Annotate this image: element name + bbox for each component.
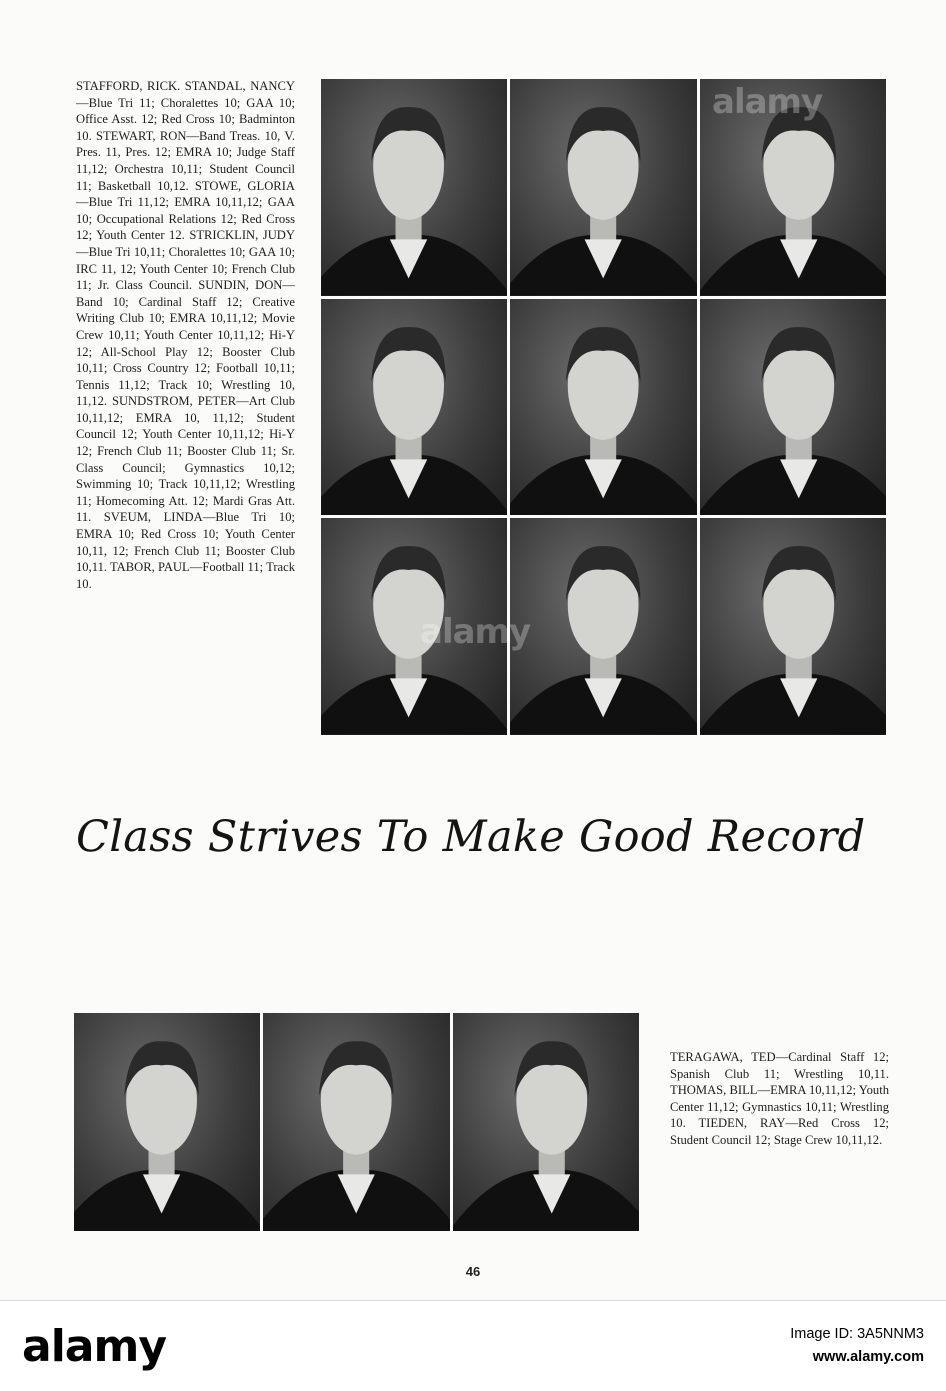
portrait-silhouette xyxy=(263,1013,449,1231)
portrait-row xyxy=(74,1013,639,1231)
headline: Class Strives To Make Good Record xyxy=(76,812,866,862)
portrait-photo xyxy=(453,1013,639,1231)
portrait-photo xyxy=(321,79,507,296)
portrait-silhouette xyxy=(510,79,696,296)
footer-url-link[interactable]: www.alamy.com xyxy=(812,1349,924,1365)
stock-footer xyxy=(0,1300,946,1391)
portrait-silhouette xyxy=(453,1013,639,1231)
watermark-logo: alamy xyxy=(420,612,531,652)
bio-text-top: STAFFORD, RICK. STANDAL, NANCY—Blue Tri 11; Choralettes 10; GAA 10; Office Asst. 12; Red Cross 10; Badminton 10. STEWART, RON—Band Treas. 10, V. Pres. 11, Pres. 12; EMRA 10; Judge Staff 11,12; Orchestra 10,11; Student Council 11; Basketball 10,12. STOWE, GLORIA—Blue Tri 11,12; EMRA 10,11,12; GAA 10; Occupational Relations 12; Red Cross 12; Youth Center 12. STRICKLIN, JUDY—Blue Tri 10,11; Choralettes 10; GAA 10; IRC 11, 12; Youth Center 10; French Club 11; Jr. Class Council. SUNDIN, DON—Band 10; Cardinal Staff 12; Creative Writing Club 10; EMRA 10,11,12; Movie Crew 10,11; Youth Center 10,11,12; Hi-Y 12; All-School Play 12; Booster Club 10,11; Cross Country 12; Football 10,11; Tennis 11,12; Track 10; Wrestling 10, 11,12. SUNDSTROM, PETER—Art Club 10,11,12; EMRA 10, 11,12; Student Council 12; Youth Center 10,11,12; Hi-Y 12; French Club 11; Booster Club 11; Sr. Class Council; Gymnastics 10,12; Swimming 10; Track 10,11,12; Wrestling 11; Homecoming Att. 12; Mardi Gras Att. 11. SVEUM, LINDA—Blue Tri 10; EMRA 10; Red Cross 10; Youth Center 10,11, 12; French Club 11; Booster Club 10,11. TABOR, PAUL—Football 11; Track 10. xyxy=(76,79,295,591)
portrait-photo xyxy=(510,79,696,296)
portrait-silhouette xyxy=(510,299,696,516)
portrait-photo xyxy=(263,1013,449,1231)
portrait-photo xyxy=(510,299,696,516)
alamy-logo: alamy xyxy=(22,1321,166,1372)
portrait-photo xyxy=(700,518,886,735)
footer-info xyxy=(790,1323,924,1369)
portrait-photo xyxy=(700,299,886,516)
portrait-silhouette xyxy=(700,518,886,735)
image-id: Image ID: 3A5NNM3 xyxy=(790,1326,924,1342)
watermark-logo: alamy xyxy=(712,82,823,122)
portrait-silhouette xyxy=(321,299,507,516)
page-number: 46 xyxy=(465,1264,481,1279)
portrait-silhouette xyxy=(321,79,507,296)
portrait-silhouette xyxy=(700,299,886,516)
portrait-grid xyxy=(321,79,886,735)
portrait-photo xyxy=(321,299,507,516)
portrait-silhouette xyxy=(510,518,696,735)
portrait-photo xyxy=(74,1013,260,1231)
portrait-photo xyxy=(510,518,696,735)
bio-text-bottom: TERAGAWA, TED—Cardinal Staff 12; Spanish Club 11; Wrestling 10,11. THOMAS, BILL—EMRA 10,11,12; Youth Center 11,12; Gymnastics 10,11; Wrestling 10. TIEDEN, RAY—Red Cross 12; Student Council 12; Stage Crew 10,11,12. xyxy=(670,1050,889,1147)
portrait-silhouette xyxy=(74,1013,260,1231)
